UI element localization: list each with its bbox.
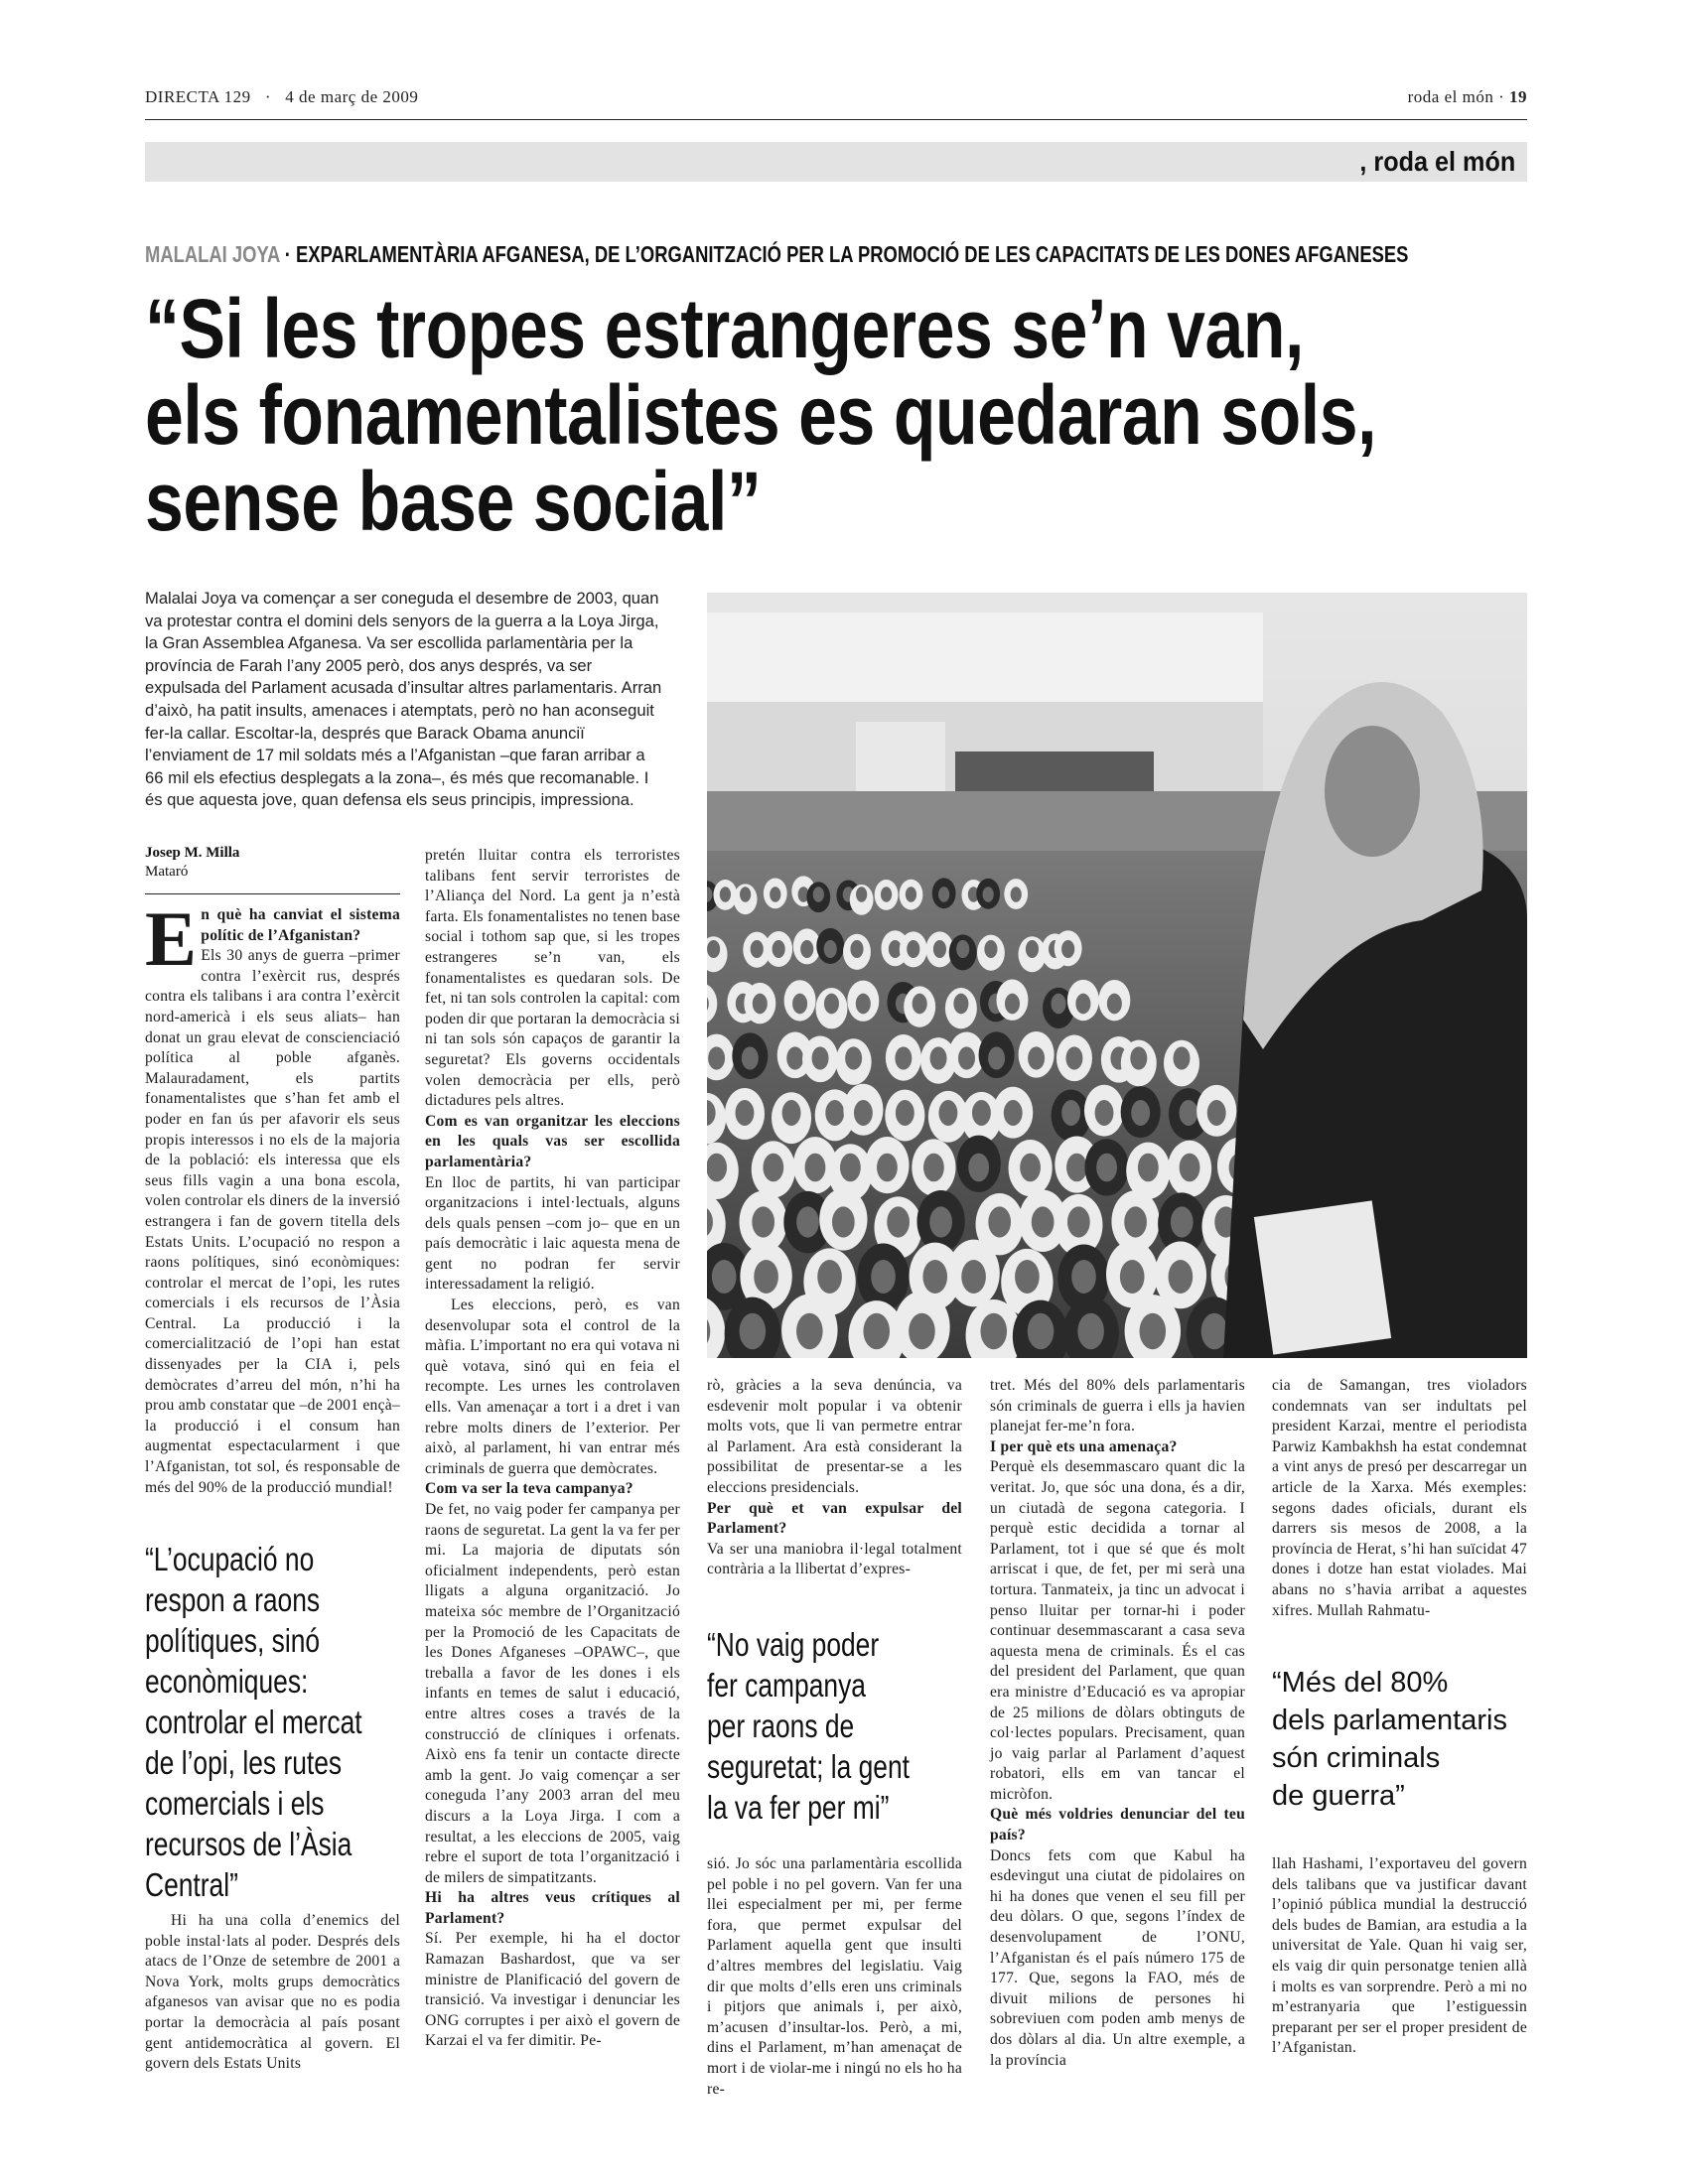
crowd-face bbox=[896, 1100, 914, 1126]
crowd-face bbox=[1095, 1100, 1114, 1126]
article-paragraph: rò, gràcies a la seva denúncia, va esdevenir molt popular i va obtenir molts vots, que li van permetre entrar al Parlament. Ara està considerant la possibilitat de presentar-se a les eleccions presidencials. bbox=[707, 1377, 962, 1496]
crowd-face bbox=[1005, 994, 1020, 1015]
crowd-face bbox=[736, 1100, 755, 1126]
crowd-face bbox=[923, 1154, 944, 1182]
interview-question: Com va ser la teva campanya? bbox=[425, 1480, 633, 1498]
issue-date: 4 de març de 2009 bbox=[285, 87, 419, 106]
crowd-face bbox=[980, 1313, 1007, 1350]
article-paragraph: Va ser una maniobra il·legal totalment contrària a la llibertat d’expres- bbox=[707, 1540, 962, 1578]
interview-question: Què més voldries denunciar del teu país? bbox=[990, 1806, 1245, 1844]
crowd-face bbox=[1015, 1260, 1040, 1294]
crowd-face bbox=[1174, 1046, 1191, 1069]
pull-quote-line: fer campanya bbox=[707, 1667, 866, 1704]
crowd-face bbox=[1130, 1046, 1147, 1069]
crowd-face bbox=[740, 887, 751, 901]
article-paragraph: Les eleccions, però, es van desenvolupar sota el control de la màfia. L’important no era qui votava ni què votava, sinó qui en feia el recompte. Les urnes les controlaven ells. Van amenaçar a tort i a dret i van rebre molts diners de l’exterior. Per això, al parlament, hi van entrar més criminals de guerra que demòcrates. bbox=[425, 1297, 680, 1477]
crowd-face bbox=[871, 1260, 896, 1294]
running-header-left bbox=[145, 87, 418, 107]
crowd-face bbox=[953, 994, 968, 1015]
crowd-face bbox=[763, 1154, 783, 1182]
intro-paragraph: Malalai Joya va començar a ser coneguda el desembre de 2003, quan va protestar contra el domini dels senyors de la guerra a la Loya Jirga, la Gran Assemblea Afganesa. Va ser escollida parlamentària per la província de Farah l’any 2005 però, dos anys després, va ser expulsada del Parlament acusada d’insultar altres parlamentaris. Arran d’això, ha patit insults, amenaces i atemptats, però no han aconseguit fer-la callar. Escoltar-la, després que Barack Obama anunciï l’enviament de 17 mil soldats més a l’Afganistan –que faran arribar a 66 mil els efectius desplegats a la zona–, és més que recomanable. I és que aquesta jove, quan defensa els seus principis, impressiona. bbox=[145, 589, 662, 810]
crowd-face bbox=[845, 1046, 862, 1069]
crowd-face bbox=[792, 994, 807, 1015]
crowd-face bbox=[751, 940, 764, 958]
article-paragraph: llah Hashami, l’exportaveu del govern dels talibans que va justificar davant l’opinió pública mundial la destrucció dels budes de Bamian, ara estudia a la universitat de Yale. Quan hi vaig ser, els vaig dir quin personatge tenien allà i molts es van sorprendre. Però a mi no m’estranyaria que l’estiguessin preparant per ser el proper president de l’Afganistan. bbox=[1272, 1855, 1527, 2057]
crowd-face bbox=[1066, 1154, 1087, 1182]
crowd-face bbox=[1180, 1154, 1200, 1182]
crowd-face bbox=[856, 994, 871, 1015]
section-running-title: roda el món · bbox=[1407, 87, 1505, 106]
crowd-face bbox=[933, 940, 946, 958]
crowd-face bbox=[707, 940, 720, 958]
crowd-face bbox=[1032, 1206, 1055, 1237]
crowd-face bbox=[1026, 940, 1039, 958]
crowd-face bbox=[1096, 1154, 1117, 1182]
pull-quote-2 bbox=[707, 1624, 910, 1828]
crowd-face bbox=[988, 1206, 1011, 1237]
crowd-face bbox=[1004, 1100, 1023, 1126]
crowd-face bbox=[1124, 1206, 1147, 1237]
article-paragraph: En lloc de partits, hi van participar organitzacions i intel·lectuals, alguns dels quals pensen –com jo– que en un país democràtic i laic aquesta mena de gent no podran fer servir interessadament la religió. bbox=[425, 1173, 680, 1294]
crowd-face bbox=[712, 1260, 737, 1294]
crowd-face bbox=[913, 994, 927, 1015]
crowd-face bbox=[1140, 1313, 1167, 1350]
pull-quote-line: econòmiques: bbox=[145, 1663, 309, 1700]
article-column-5-continued bbox=[1272, 1854, 1527, 2059]
headline-line: “Si les tropes estrangeres se’n van, bbox=[145, 282, 1304, 375]
crowd-face bbox=[796, 1313, 823, 1350]
crowd-face bbox=[984, 940, 997, 958]
article-paragraph: pretén lluitar contra els terroristes talibans fent servir terroristes de l’Aliança del Nord. La gent ja n’està farta. Els fonamentalistes no tenen base social i tothom sap que, si les tropes estrangeres se’n van, els fonamentalistes es quedaran sols. De fet, ni tan sols controlen la capital: com poden dir que portaran la democràcia si ni tan sols són capaços de garantir la seguretat? Els governs occidentals volen democràcia per ells, però dictadures pels altres. bbox=[425, 847, 680, 1110]
crowd-face bbox=[752, 1206, 774, 1237]
crowd-face bbox=[1061, 1100, 1080, 1126]
crowd-face bbox=[753, 994, 768, 1015]
crowd-face bbox=[930, 1046, 947, 1069]
header-separator: · bbox=[264, 87, 272, 106]
crowd-face bbox=[922, 1260, 947, 1294]
article-column-5 bbox=[1272, 1376, 1527, 1621]
pull-quote-line: dels parlamentaris bbox=[1272, 1705, 1507, 1736]
pull-quote-3 bbox=[1272, 1664, 1507, 1815]
pull-quote-line: “L’ocupació no bbox=[145, 1541, 315, 1577]
kicker bbox=[145, 241, 1408, 268]
crowd-face bbox=[972, 1100, 991, 1126]
crowd-face bbox=[929, 1206, 952, 1237]
article-paragraph: De fet, no vaig poder fer campanya per raons de seguretat. La gent la va fer per mi. La majoria de diputats són oficialment independents, però estan lligats a alguna organització. Jo mateixa sóc membre de l’Organització per la Promoció de les Capacitats de les Dones Afganeses –OPAWC–, que treballa a favor de les dones i els infants en temes de salut i educació, entre altres coses a través de la construcció de clíniques i orfenats. Això ens fa tenir un contacte directe amb la gent. Jo vaig començar a ser coneguda l’any 2003 arran del meu discurs a la Loya Jirga. I com a resultat, a les eleccions de 2005, vaig rebre el suport de tota l’organització i de milers de simpatitzants. bbox=[425, 1501, 680, 1886]
crowd-face bbox=[708, 1046, 725, 1069]
section-title: , roda el món bbox=[1359, 146, 1515, 177]
article-paragraph: Hi ha una colla d’enemics del poble instal·lats al poder. Després dels atacs de l’Onze de setembre de 2001 a Nova York, molts grups democràtics afganesos van avisar que no es podia portar la democràcia al país posant gent antidemocràtica al govern. El govern dels Estats Units bbox=[145, 1912, 400, 2073]
crowd-face bbox=[1120, 1260, 1145, 1294]
section-band bbox=[145, 142, 1527, 182]
crowd-face bbox=[1071, 1260, 1096, 1294]
crowd-face bbox=[906, 887, 916, 901]
crowd-face bbox=[1207, 1100, 1226, 1126]
article-column-3 bbox=[707, 1376, 962, 1580]
article-column-2 bbox=[425, 846, 680, 2052]
pull-quote-line: seguretat; la gent bbox=[707, 1748, 911, 1785]
headline-line: els fonamentalistes es quedaran sols, bbox=[145, 368, 1377, 462]
crowd-face bbox=[956, 940, 969, 958]
article-paragraph: Sí. Per exemple, hi ha el doctor Ramazan Bashardost, que va ser ministre de Planificació del govern de transició. Va investigar i denunciar les ONG corruptes i per això el govern de Karzai el va fer dimitir. Pe- bbox=[425, 1930, 680, 2050]
crowd-face bbox=[961, 1260, 986, 1294]
crowd-face bbox=[817, 1260, 842, 1294]
crowd-face bbox=[1131, 1100, 1150, 1126]
pull-quote-line: controlar el mercat bbox=[145, 1704, 362, 1740]
crowd-face bbox=[824, 994, 839, 1015]
byline-author: Josep M. Milla bbox=[145, 845, 240, 861]
article-paragraph: sió. Jo sóc una parlamentària escollida pel poble i no pel govern. Van fer una llei especialment per mi, per ferme fora, que permet expulsar del Parlament aquella gent que insulti d’altres membres del legislatiu. Vaig dir que molts d’ells eren uns criminals i pitjors que animals i, per això, m’acusen d’insultar-los. Però, a mi, dins el Parlament, m’han amenaçat de mort i de violar-me i ningú no els ho ha re- bbox=[707, 1855, 962, 2098]
crowd-face bbox=[1171, 1206, 1194, 1237]
kicker-name: MALALAI JOYA bbox=[145, 241, 280, 267]
header-rule bbox=[145, 119, 1527, 120]
crowd-face bbox=[1067, 1206, 1090, 1237]
page-number: 19 bbox=[1509, 87, 1527, 106]
crowd-face bbox=[877, 1154, 898, 1182]
crowd-face bbox=[968, 1154, 989, 1182]
interview-question: Hi ha altres veus crítiques al Parlament? bbox=[425, 1889, 680, 1927]
crowd-face bbox=[856, 887, 867, 901]
interview-question: Per què et van expulsar del Parlament? bbox=[707, 1499, 962, 1538]
crowd-face bbox=[938, 887, 949, 901]
crowd-face bbox=[786, 1046, 803, 1069]
crowd-face bbox=[850, 940, 863, 958]
article-column-1-continued bbox=[145, 1911, 400, 2075]
article-column-4 bbox=[990, 1376, 1245, 2071]
photo-image-icon bbox=[707, 593, 1527, 1358]
pull-quote-line: respon a raons bbox=[145, 1581, 321, 1618]
crowd-face bbox=[958, 1046, 975, 1069]
pull-quote-line: “No vaig poder bbox=[707, 1626, 880, 1663]
crowd-face bbox=[782, 1100, 801, 1126]
article-paragraph: tret. Més del 80% dels parlamentaris són criminals de guerra i ells ja havien planejat fer-me’n fora. bbox=[990, 1377, 1245, 1435]
publication-name: DIRECTA 129 bbox=[145, 87, 251, 106]
crowd-face bbox=[707, 1154, 727, 1182]
crowd-face bbox=[988, 1046, 1005, 1069]
crowd-face bbox=[1075, 994, 1090, 1015]
interview-question: Com es van organitzar les eleccions en les quals vas ser escollida parlamentària? bbox=[425, 1112, 680, 1170]
drop-cap: E bbox=[145, 895, 198, 982]
article-paragraph: cia de Samangan, tres violadors condemnats van ser indultats pel president Karzai, mentre el periodista Parwiz Kambakhsh ha estat condemnat a vint anys de presó per descarregar un article de la Xarxa. Més exemples: segons dades oficials, durant els darrers sis mesos de 2008, a la província de Herat, s’hi han suïcidat 47 dones i dotze han estat violades. Mai abans no s’havia arribat a aquestes xifres. Mullah Rahmatu- bbox=[1272, 1377, 1527, 1619]
pull-quote-line: són criminals bbox=[1272, 1742, 1441, 1774]
crowd-face bbox=[840, 1154, 861, 1182]
crowd-face bbox=[1065, 1046, 1082, 1069]
crowd-face bbox=[1107, 994, 1122, 1015]
crowd-face bbox=[773, 940, 785, 958]
interview-question: I per què ets una amenaça? bbox=[990, 1437, 1178, 1455]
crowd-face bbox=[1028, 1313, 1055, 1350]
pull-quote-line: recursos de l’Àsia bbox=[145, 1826, 352, 1862]
crowd-face bbox=[796, 1206, 819, 1237]
crowd-face bbox=[720, 887, 731, 901]
pull-quote-line: de l’opi, les rutes bbox=[145, 1744, 343, 1781]
running-header-right bbox=[1408, 87, 1527, 107]
pull-quote-line: Central” bbox=[145, 1866, 238, 1903]
crowd-face bbox=[813, 887, 824, 901]
crowd-face bbox=[824, 940, 837, 958]
article-column-1 bbox=[145, 895, 400, 1498]
pull-quote-line: de guerra” bbox=[1272, 1780, 1405, 1812]
crowd-face bbox=[863, 1313, 890, 1350]
crowd-face bbox=[1011, 887, 1022, 901]
crowd-face bbox=[740, 1313, 767, 1350]
headline-line: sense base social” bbox=[145, 455, 762, 548]
headline bbox=[145, 282, 1377, 548]
crowd-face bbox=[812, 1046, 829, 1069]
crowd-face bbox=[825, 1100, 844, 1126]
pull-quote-line: comercials i els bbox=[145, 1785, 325, 1822]
crowd-face bbox=[887, 1206, 910, 1237]
article-paragraph: Doncs fets com que Kabul ha esdevingut una ciutat de pidolaires on hi ha dones que venen el seu fill per deu dòlars. O que, segons l’índex de desenvolupament de l’ONU, l’Afganistan és el país número 175 de 177. Que, segons la FAO, més de divuit milions de persones hi sobreviuen com poden amb menys de dos dòlars al dia. Un altre exemple, a la província bbox=[990, 1846, 1245, 2069]
pull-quote-line: polítiques, sinó bbox=[145, 1622, 321, 1659]
crowd-face bbox=[805, 1154, 826, 1182]
pull-quote-1 bbox=[145, 1539, 362, 1905]
crowd-face bbox=[1138, 1154, 1159, 1182]
byline bbox=[145, 844, 400, 894]
crowd-face bbox=[854, 1100, 873, 1126]
crowd-face bbox=[1201, 1313, 1228, 1350]
article-column-3-continued bbox=[707, 1854, 962, 2100]
article-paragraph: Perquè els desemmascaro quant dic la veritat. Jo, que sóc una dona, és a dir, un ciutadà de segona categoria. I perquè estic decidida a tornar al Parlament, tot i que sé que és molt arriscat i que, de fet, per mi serà una tortura. Tanmateix, ja tinc un advocat i penso lluitar per tornar-hi i poder continuar desemmascarant a casa seva aquesta mena de criminals. És el cas del president del Parlament, que quan era ministre d’Educació es va apropiar de 25 milions de dòlars obtinguts de col·lectes populars. Precisament, quan jo vaig parlar al Parlament d’aquest robatori, ells em van tancar el micròfon. bbox=[990, 1458, 1245, 1803]
crowd-face bbox=[770, 887, 780, 901]
crowd-face bbox=[1020, 1154, 1041, 1182]
crowd-face bbox=[881, 887, 892, 901]
article-paragraph: Els 30 anys de guerra –primer contra l’exèrcit rus, després contra els talibans i ara contra l’exèrcit nord-americà i els seus aliats– han donat un grau elevat de conscienciació política al poble afganès. Malauradament, els partits fonamentalistes que s’han fet amb el poder en fan ús per afavorir els seus propis interessos i no els de la majoria de la població: els interessa que els seus fills vagin a una bona escola, volen controlar els diners de la inversió estrangera i fan de govern titella dels Estats Units. L’ocupació no respon a raons polítiques, sinó econòmiques: controlar el mercat de l’opi, les rutes comercials i els recursos de l’Àsia Central. La producció i la comercialització de l’opi han estat dissenyades per la CIA i, pels demòcrates d’arreu del món, n’hi ha prou amb constatar que –de 2001 ençà– la producció i el consum han augmentat espectacularment i que l’Afganistan, tot sol, és responsable de més del 90% de la producció mundial! bbox=[145, 947, 400, 1496]
interview-question: n què ha canviat el sistema polític de l’Afganistan? bbox=[201, 906, 400, 944]
pull-quote-line: per raons de bbox=[707, 1707, 855, 1744]
photo bbox=[707, 593, 1527, 1358]
crowd-face bbox=[1061, 940, 1074, 958]
pull-quote-line: la va fer per mi” bbox=[707, 1789, 890, 1826]
crowd-face bbox=[754, 1260, 778, 1294]
crowd-face bbox=[907, 940, 919, 958]
crowd-face bbox=[895, 1046, 912, 1069]
crowd-face bbox=[1028, 1046, 1045, 1069]
crowd-face bbox=[1180, 1100, 1198, 1126]
crowd-face bbox=[1077, 1313, 1104, 1350]
crowd-face bbox=[742, 1046, 759, 1069]
pull-quote-line: “Més del 80% bbox=[1272, 1667, 1449, 1699]
crowd-face bbox=[800, 940, 813, 958]
crowd-face bbox=[938, 1100, 957, 1126]
crowd-face bbox=[909, 1313, 935, 1350]
kicker-description: · EXPARLAMENTÀRIA AFGANESA, DE L’ORGANITZACIÓ PER LA PROMOCIÓ DE LES CAPACITATS DE LES DONES AFGANESES bbox=[279, 241, 1409, 267]
crowd-face bbox=[832, 1206, 855, 1237]
crowd-face bbox=[1052, 994, 1066, 1015]
crowd-face bbox=[983, 887, 994, 901]
crowd-face bbox=[1169, 1260, 1194, 1294]
byline-location: Mataró bbox=[145, 864, 189, 880]
